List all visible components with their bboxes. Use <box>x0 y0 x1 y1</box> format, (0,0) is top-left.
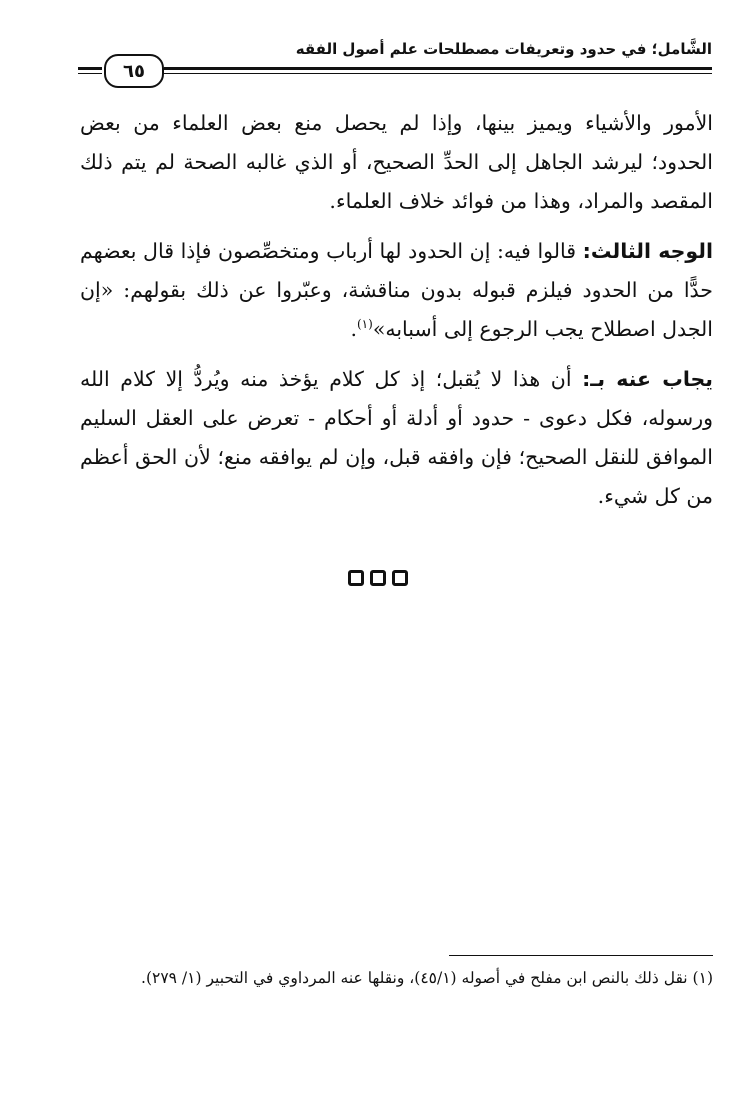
header-rule-thin <box>164 73 712 74</box>
main-text <box>80 104 713 527</box>
footnote-reference[interactable]: (١) <box>356 317 373 332</box>
running-title: الشَّامل؛ في حدود وتعريفات مصطلحات علم أصول الفقه <box>295 40 712 58</box>
page-header <box>78 38 712 94</box>
paragraph-3-heading: يجاب عنه بـ: <box>582 367 713 391</box>
header-rule <box>164 67 712 70</box>
footnote-divider <box>449 955 713 956</box>
page-number: ٦٥ <box>104 54 164 88</box>
paragraph-3-text: أن هذا لا يُقبل؛ إذ كل كلام يؤخذ منه ويُردُّ إلا كلام الله ورسوله، فكل دعوى - حدود أو أدلة أو أحكام - تعرض على العقل السليم الموافق للنقل الصحيح؛ فإن وافقه قبل، وإن لم يوافقه منع؛ لأن الحق أعظم من كل شيء. <box>80 367 713 508</box>
paragraph-3 <box>80 360 713 516</box>
paragraph-2-end: . <box>350 317 357 341</box>
separator-square-icon <box>392 570 408 586</box>
header-rule-left <box>78 67 102 70</box>
paragraph-2 <box>80 232 713 349</box>
section-separator <box>0 570 755 586</box>
paragraph-1: الأمور والأشياء ويميز بينها، وإذا لم يحصل منع بعض العلماء من بعض الحدود؛ ليرشد الجاهل إلى الحدِّ الصحيح، أو الذي غالبه الصحة لم يتم ذلك المقصد والمراد، وهذا من فوائد خلاف العلماء. <box>80 111 713 213</box>
header-rule-left-thin <box>78 73 102 74</box>
separator-square-icon <box>370 570 386 586</box>
separator-square-icon <box>348 570 364 586</box>
paragraph-2-text: قالوا فيه: إن الحدود لها أرباب ومتخصِّصون فإذا قال بعضهم حدًّا من الحدود فيلزم قبوله بدون مناقشة، وعبّروا عن ذلك بقولهم: «إن الجدل اصطلاح يجب الرجوع إلى أسبابه» <box>80 239 713 341</box>
footnote-1: (١) نقل ذلك بالنص ابن مفلح في أصوله (٤٥/١)، ونقلها عنه المرداوي في التحبير (١/ ٢٧٩). <box>141 969 713 987</box>
paragraph-2-heading: الوجه الثالث: <box>582 239 714 263</box>
